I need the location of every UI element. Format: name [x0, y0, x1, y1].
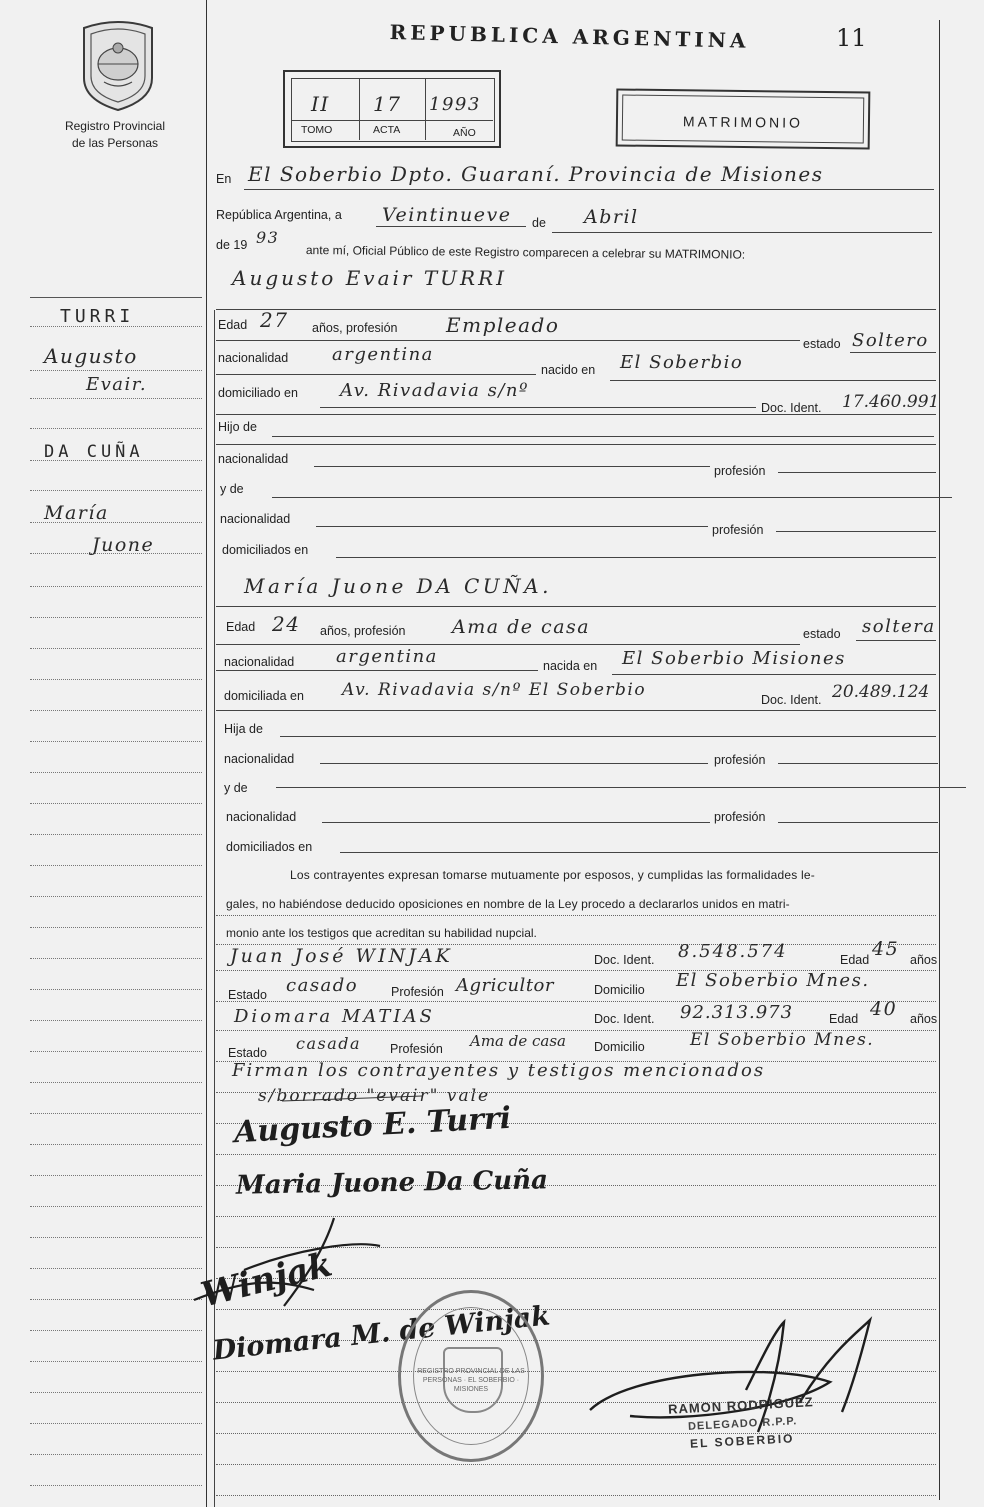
witness2-domicilio-label: Domicilio	[594, 1040, 645, 1054]
year-suffix: 93	[256, 228, 280, 247]
witness1-profesion-label: Profesión	[391, 985, 444, 999]
en-label: En	[216, 172, 232, 186]
bride-y-de-label: y de	[224, 781, 248, 795]
coat-of-arms-icon	[76, 18, 160, 112]
doc-type-box	[616, 88, 871, 149]
bride-nacida-label: nacida en	[543, 659, 598, 673]
witness2-doc-id: 92.313.973	[680, 1002, 794, 1023]
intro-month: Abril	[584, 206, 639, 228]
bride-mother-profesion-label: profesión	[714, 810, 766, 824]
groom-domiciliados-label: domiciliados en	[222, 543, 309, 557]
groom-address: Av. Rivadavia s/nº	[340, 380, 529, 401]
witness1-status: casado	[286, 975, 359, 996]
groom-estado-label: estado	[803, 337, 841, 351]
doc-type-title: MATRIMONIO	[682, 113, 804, 131]
witness2-profession: Ama de casa	[470, 1032, 566, 1050]
bride-nationality: argentina	[336, 646, 438, 667]
bride-estado-label: estado	[803, 627, 841, 641]
groom-signature: Augusto E. Turri	[233, 1100, 512, 1151]
bride-signature: Maria Juone Da Cuña	[235, 1165, 549, 1201]
official-place: EL SOBERBIO	[689, 1431, 795, 1451]
year-prefix: de 19	[216, 238, 248, 252]
registry-name	[40, 118, 190, 152]
hijo-de-label: Hijo de	[218, 420, 257, 434]
bride-domiciliada-label: domiciliada en	[224, 689, 304, 703]
groom-father-profesion-label: profesión	[714, 464, 766, 478]
acta-value: 17	[373, 92, 402, 116]
witness1-doc-label: Doc. Ident.	[594, 953, 655, 967]
witness1-domicilio-label: Domicilio	[594, 983, 645, 997]
bride-address: Av. Rivadavia s/nº El Soberbio	[342, 680, 647, 700]
groom-profession: Empleado	[446, 313, 560, 337]
groom-full-name: Augusto Evair TURRI	[232, 266, 508, 290]
witness1-profession: Agricultor	[456, 975, 554, 996]
groom-doc-label: Doc. Ident.	[761, 401, 822, 415]
tomo-value: II	[311, 92, 330, 116]
groom-birthplace: El Soberbio	[620, 352, 744, 373]
witness1-anos-label: años	[910, 953, 938, 967]
margin-groom-given-2: Evair.	[86, 374, 148, 395]
groom-anos-profesion-label: años, profesión	[312, 321, 398, 335]
official-name: RAMON RODRIGUEZ	[667, 1394, 815, 1417]
groom-domiciliado-label: domiciliado en	[218, 386, 298, 400]
official-title: DELEGADO R.P.P.	[687, 1415, 798, 1433]
witness2-name: Diomara MATIAS	[234, 1006, 435, 1027]
bride-nacionalidad-label: nacionalidad	[224, 655, 295, 669]
groom-doc-id: 17.460.991	[842, 392, 940, 412]
republica-label: República Argentina, a	[216, 208, 342, 222]
witness2-address: El Soberbio Mnes.	[690, 1030, 875, 1050]
tomo-label: TOMO	[301, 124, 333, 136]
groom-age: 27	[260, 308, 289, 332]
intro-de-label: de	[532, 216, 546, 230]
witness1-doc-id: 8.548.574	[678, 941, 788, 962]
intro-day: Veintinueve	[382, 204, 512, 226]
margin-bride-surname: DA CUÑA	[44, 442, 144, 462]
registry-name-line-1: Registro Provincial	[64, 119, 166, 133]
margin-bride-given-2: Juone	[92, 534, 155, 556]
bride-age: 24	[272, 612, 301, 636]
bride-doc-id: 20.489.124	[832, 682, 930, 702]
anio-value: 1993	[429, 94, 481, 115]
bride-full-name: María Juone DA CUÑA.	[244, 574, 552, 598]
intro-statement: ante mí, Oficial Público de este Registro comparecen a celebrar su MATRIMONIO:	[305, 243, 746, 262]
groom-nacido-label: nacido en	[541, 363, 596, 377]
groom-nationality: argentina	[332, 344, 434, 365]
bride-profession: Ama de casa	[452, 616, 591, 638]
witness1-name: Juan José WINJAK	[230, 945, 453, 967]
official-seal	[398, 1290, 544, 1462]
bride-domiciliados-label: domiciliados en	[226, 840, 313, 854]
witness2-doc-label: Doc. Ident.	[594, 1012, 655, 1026]
groom-father-nacionalidad-label: nacionalidad	[218, 452, 289, 466]
record-box	[283, 70, 501, 148]
bride-father-profesion-label: profesión	[714, 753, 766, 767]
acta-label: ACTA	[373, 124, 401, 136]
hija-de-label: Hija de	[224, 722, 263, 736]
witness2-edad-label: Edad	[829, 1012, 859, 1026]
margin-bride-given-1: María	[44, 502, 109, 524]
bride-mother-nacionalidad-label: nacionalidad	[226, 810, 297, 824]
bride-father-nacionalidad-label: nacionalidad	[224, 752, 295, 766]
seal-text: REGISTRO PROVINCIAL DE LAS PERSONAS · EL SOBERBIO · MISIONES	[417, 1368, 525, 1393]
witness2-status: casada	[296, 1034, 362, 1053]
bride-marital-status: soltera	[862, 616, 936, 637]
witness2-anos-label: años	[910, 1012, 938, 1026]
witness1-signature-flourish	[184, 1210, 384, 1320]
anio-label: AÑO	[453, 127, 476, 139]
country-title: REPUBLICA ARGENTINA	[389, 20, 750, 53]
bride-birthplace: El Soberbio Misiones	[622, 648, 846, 669]
groom-mother-nacionalidad-label: nacionalidad	[220, 512, 291, 526]
witness2-profesion-label: Profesión	[390, 1042, 443, 1056]
witness1-address: El Soberbio Mnes.	[676, 970, 870, 991]
bride-doc-label: Doc. Ident.	[761, 693, 822, 707]
closing-line-2: s/borrado "evair" vale	[258, 1086, 491, 1106]
witness2-signature: Diomara M. de Winjak	[211, 1300, 552, 1367]
page-number: 11	[836, 24, 867, 52]
declaration-line-1: Los contrayentes expresan tomarse mutuamente por esposos, y cumplidas las formalidades le-	[290, 868, 815, 882]
witness1-signature: Winjak	[197, 1244, 336, 1316]
witness2-estado-label: Estado	[228, 1046, 267, 1060]
witness1-edad-label: Edad	[840, 953, 870, 967]
declaration-line-3: monio ante los testigos que acreditan su habilidad nupcial.	[226, 926, 537, 940]
witness1-estado-label: Estado	[228, 988, 267, 1002]
intro-place: El Soberbio Dpto. Guaraní. Provincia de Misiones	[248, 162, 824, 186]
witness2-age: 40	[870, 998, 898, 1020]
bride-anos-profesion-label: años, profesión	[320, 624, 406, 638]
groom-marital-status: Soltero	[852, 330, 929, 351]
groom-edad-label: Edad	[218, 318, 248, 332]
registry-name-line-2: de las Personas	[71, 136, 159, 150]
bride-edad-label: Edad	[226, 620, 256, 634]
groom-y-de-label: y de	[220, 482, 244, 496]
groom-mother-profesion-label: profesión	[712, 523, 764, 537]
margin-groom-surname: TURRI	[60, 306, 135, 327]
declaration-line-2: gales, no habiéndose deducido oposiciones en nombre de la Ley procedo a declararlos unidos en matri-	[226, 897, 790, 911]
margin-groom-given-1: Augusto	[44, 344, 138, 368]
groom-nacionalidad-label: nacionalidad	[218, 351, 289, 365]
closing-line-1: Firman los contrayentes y testigos mencionados	[232, 1060, 766, 1081]
witness1-age: 45	[872, 938, 900, 960]
